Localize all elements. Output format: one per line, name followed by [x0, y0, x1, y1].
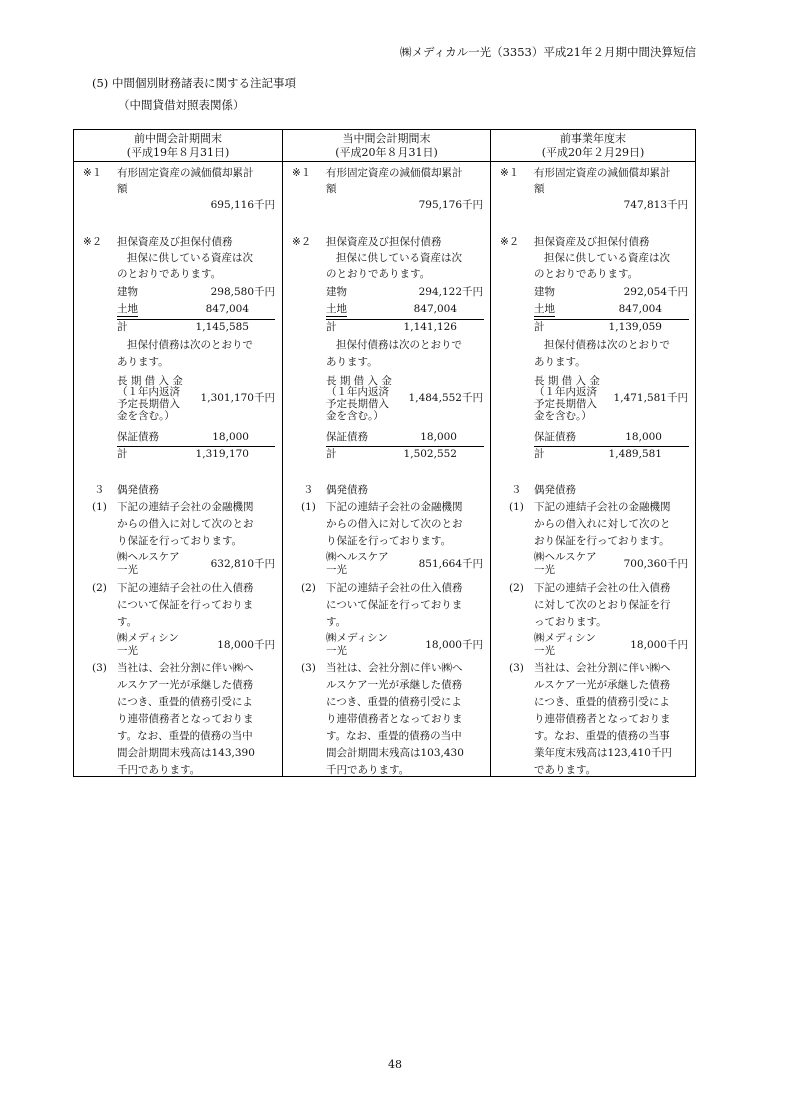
loan-label: 金を含む。） — [326, 410, 384, 422]
loan-label: 長 期 借 入 金 — [326, 375, 392, 387]
total-rule — [534, 446, 689, 447]
note-text: 額 — [326, 183, 337, 195]
total-label: 計 — [534, 448, 545, 460]
item-text: す。 — [117, 616, 138, 628]
subsidiary-name: 一光 — [117, 645, 138, 657]
item-text: 当社は、会社分割に伴い㈱ヘ — [534, 662, 671, 674]
item-number: (2) — [301, 582, 316, 594]
note-text: 額 — [534, 183, 545, 195]
item-text: に対して次のとおり保証を行 — [534, 599, 671, 611]
column-period: 当中間会計期間末 — [342, 132, 431, 145]
item-text: 下記の連結子会社の仕入債務 — [326, 582, 463, 594]
note-mark: ※２ — [292, 236, 312, 248]
guarantee-label: 保証債務 — [117, 431, 159, 443]
item-text: ルスケア一光が承継した債務 — [326, 679, 463, 691]
total-label: 計 — [534, 321, 545, 333]
asset-value: 847,004 — [205, 303, 249, 315]
column-header-current-interim — [282, 130, 490, 162]
guarantee-amount: 18,000千円 — [630, 639, 688, 651]
guarantee-label: 保証債務 — [326, 431, 368, 443]
item-text: り連帯債務者となっておりま — [534, 713, 671, 725]
item-text: り保証を行っております。 — [117, 535, 243, 547]
depreciation-amount: 795,176千円 — [418, 199, 483, 211]
note-text: 担保付債務は次のとおりで — [544, 339, 670, 351]
loan-label: （１年内返済 — [326, 386, 389, 398]
note-title: 担保資産及び担保付債務 — [326, 236, 442, 248]
item-text: 当社は、会社分割に伴い㈱へ — [117, 662, 254, 674]
item-text: 下記の連結子会社の金融機関 — [326, 501, 463, 513]
section-title: (5) 中間個別財務諸表に関する注記事項 — [92, 76, 296, 90]
asset-label: 土地 — [326, 303, 347, 315]
column-date: (平成20年２月29日) — [541, 146, 645, 159]
subsidiary-name: ㈱メディシン — [117, 632, 179, 644]
loan-label: （１年内返済 — [117, 386, 180, 398]
item-text: す。なお、重畳的債務の当中 — [326, 730, 462, 742]
document-header: ㈱メディカル一光（3353）平成21年２月期中間決算短信 — [400, 45, 696, 59]
total-value: 1,141,126 — [403, 321, 457, 333]
subsidiary-name: ㈱ヘルスケア — [326, 551, 389, 563]
loan-label: 長 期 借 入 金 — [117, 375, 183, 387]
total-label: 計 — [326, 448, 337, 460]
item-text: 千円であります。 — [117, 764, 201, 776]
note-mark: ※１ — [292, 167, 312, 179]
loan-label: 金を含む。） — [534, 410, 592, 422]
item-text: につき、重畳的債務引受によ — [326, 696, 462, 708]
asset-label: 建物 — [326, 286, 347, 298]
note-mark: ※１ — [500, 167, 520, 179]
note-text: あります。 — [117, 356, 169, 368]
loan-label: 予定長期借入 — [534, 398, 597, 410]
note-text: 担保付債務は次のとおりで — [336, 339, 462, 351]
item-text: 間会計期間末残高は103,430 — [326, 747, 464, 759]
note-text: 担保付債務は次のとおりで — [127, 339, 253, 351]
guarantee-amount: 851,664千円 — [418, 558, 483, 570]
note-text: あります。 — [534, 356, 586, 368]
page-number: 48 — [388, 1058, 402, 1071]
loan-label: 金を含む。） — [117, 410, 175, 422]
item-number: (2) — [92, 582, 107, 594]
subsidiary-name: ㈱メディシン — [326, 632, 388, 644]
total-value: 1,319,170 — [195, 448, 249, 460]
notes-table — [73, 129, 696, 777]
column-body-prior-interim — [74, 162, 282, 776]
total-value: 1,139,059 — [608, 321, 662, 333]
asset-value: 292,054千円 — [623, 286, 688, 298]
column-date: (平成20年８月31日) — [335, 146, 438, 159]
item-number: (1) — [92, 501, 107, 513]
item-text: 間会計期間末残高は143,390 — [117, 747, 255, 759]
item-number: (3) — [92, 662, 107, 674]
guarantee-amount: 18,000千円 — [425, 639, 483, 651]
item-text: 下記の連結子会社の金融機関 — [534, 501, 671, 513]
total-rule — [117, 319, 275, 320]
column-period: 前事業年度末 — [560, 132, 626, 145]
note-text: 担保に供している資産は次 — [544, 252, 670, 264]
subsidiary-name: 一光 — [534, 645, 555, 657]
item-text: につき、重畳的債務引受によ — [117, 696, 253, 708]
depreciation-amount: 747,813千円 — [623, 199, 688, 211]
loan-label: 長 期 借 入 金 — [534, 375, 600, 387]
note-mark: ※２ — [500, 236, 520, 248]
item-text: について保証を行っておりま — [326, 599, 463, 611]
section-title: 偶発債務 — [534, 484, 576, 496]
total-rule — [326, 319, 484, 320]
subsidiary-name: 一光 — [326, 564, 347, 576]
asset-label: 土地 — [534, 303, 555, 315]
subsidiary-name: 一光 — [326, 645, 347, 657]
item-number: (3) — [301, 662, 316, 674]
item-text: 下記の連結子会社の仕入債務 — [534, 582, 671, 594]
asset-value: 847,004 — [618, 303, 662, 315]
subsidiary-name: ㈱メディシン — [534, 632, 596, 644]
item-text: 下記の連結子会社の金融機関 — [117, 501, 254, 513]
item-text: からの借入に対して次のとお — [117, 518, 254, 530]
asset-value: 847,004 — [413, 303, 457, 315]
note-text: 額 — [117, 183, 128, 195]
section-title: 偶発債務 — [326, 484, 368, 496]
item-text: について保証を行っておりま — [117, 599, 254, 611]
item-text: であります。 — [534, 764, 597, 776]
note-title: 担保資産及び担保付債務 — [117, 236, 233, 248]
guarantee-amount: 18,000千円 — [217, 639, 275, 651]
column-header-prior-interim — [74, 130, 282, 162]
column-date: (平成19年８月31日) — [126, 146, 230, 159]
item-text: 業年度末残高は123,410千円 — [534, 747, 672, 759]
item-text: す。なお、重畳的債務の当中 — [117, 730, 253, 742]
section-number: ３ — [511, 484, 522, 496]
item-text: おり保証を行っております。 — [534, 535, 670, 547]
loan-label: 予定長期借入 — [117, 398, 180, 410]
note-text: 有形固定資産の減価償却累計 — [117, 167, 254, 179]
note-text: 有形固定資産の減価償却累計 — [534, 167, 671, 179]
item-text: 当社は、会社分割に伴い㈱へ — [326, 662, 463, 674]
asset-value: 294,122千円 — [418, 286, 483, 298]
asset-label: 土地 — [117, 303, 138, 315]
item-text: 千円であります。 — [326, 764, 410, 776]
guarantee-value: 18,000 — [212, 431, 249, 443]
item-text: り連帯債務者となっておりま — [326, 713, 463, 725]
loan-value: 1,484,552千円 — [408, 392, 483, 404]
total-label: 計 — [117, 448, 128, 460]
asset-value: 298,580千円 — [210, 286, 275, 298]
note-text: 担保に供している資産は次 — [336, 252, 462, 264]
note-text: 有形固定資産の減価償却累計 — [326, 167, 463, 179]
subsidiary-name: 一光 — [117, 564, 138, 576]
item-text: っております。 — [534, 616, 607, 628]
item-text: からの借入れに対して次のと — [534, 518, 671, 530]
total-label: 計 — [117, 321, 128, 333]
loan-label: 予定長期借入 — [326, 398, 389, 410]
item-text: す。なお、重畳的債務の当事 — [534, 730, 670, 742]
item-text: につき、重畳的債務引受によ — [534, 696, 670, 708]
note-text: のとおりであります。 — [326, 268, 431, 280]
item-number: (3) — [509, 662, 524, 674]
note-text: のとおりであります。 — [117, 268, 222, 280]
item-text: 下記の連結子会社の仕入債務 — [117, 582, 254, 594]
guarantee-amount: 700,360千円 — [623, 558, 688, 570]
item-text: ルスケア一光が承継した債務 — [117, 679, 254, 691]
section-subtitle: （中間貸借対照表関係） — [118, 98, 245, 112]
note-title: 担保資産及び担保付債務 — [534, 236, 650, 248]
guarantee-value: 18,000 — [420, 431, 457, 443]
item-text: す。 — [326, 616, 347, 628]
total-value: 1,145,585 — [195, 321, 249, 333]
total-value: 1,502,552 — [403, 448, 457, 460]
note-text: 担保に供している資産は次 — [127, 252, 253, 264]
asset-label: 建物 — [534, 286, 555, 298]
item-text: り保証を行っております。 — [326, 535, 452, 547]
item-text: り連帯債務者となっておりま — [117, 713, 254, 725]
total-rule — [117, 446, 275, 447]
note-text: あります。 — [326, 356, 378, 368]
subsidiary-name: ㈱ヘルスケア — [117, 551, 180, 563]
loan-value: 1,301,170千円 — [200, 392, 275, 404]
note-mark: ※１ — [83, 167, 103, 179]
note-mark: ※２ — [83, 236, 103, 248]
loan-value: 1,471,581千円 — [613, 392, 688, 404]
section-number: ３ — [94, 484, 105, 496]
item-number: (2) — [509, 582, 524, 594]
total-rule — [534, 319, 689, 320]
item-number: (1) — [301, 501, 316, 513]
guarantee-amount: 632,810千円 — [210, 558, 275, 570]
guarantee-value: 18,000 — [625, 431, 662, 443]
column-body-prior-fiscal — [490, 162, 695, 776]
total-label: 計 — [326, 321, 337, 333]
note-text: のとおりであります。 — [534, 268, 639, 280]
loan-label: （１年内返済 — [534, 386, 597, 398]
section-number: ３ — [303, 484, 314, 496]
item-number: (1) — [509, 501, 524, 513]
column-body-current-interim — [282, 162, 490, 776]
section-title: 偶発債務 — [117, 484, 159, 496]
depreciation-amount: 695,116千円 — [210, 199, 275, 211]
guarantee-label: 保証債務 — [534, 431, 576, 443]
subsidiary-name: 一光 — [534, 564, 555, 576]
total-value: 1,489,581 — [608, 448, 662, 460]
item-text: ルスケア一光が承継した債務 — [534, 679, 671, 691]
asset-label: 建物 — [117, 286, 138, 298]
column-period: 前中間会計期間末 — [134, 132, 222, 145]
subsidiary-name: ㈱ヘルスケア — [534, 551, 597, 563]
column-header-prior-fiscal — [490, 130, 695, 162]
total-rule — [326, 446, 484, 447]
item-text: からの借入に対して次のとお — [326, 518, 463, 530]
